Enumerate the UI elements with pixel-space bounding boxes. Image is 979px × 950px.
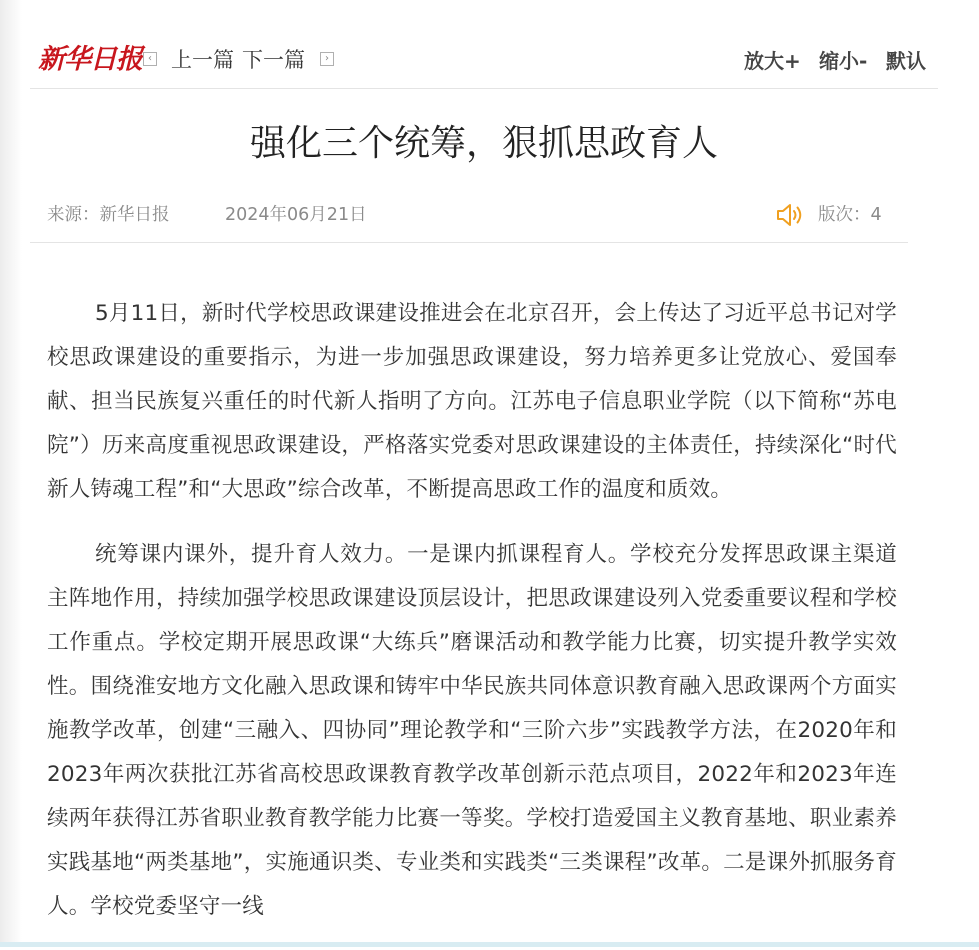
bottom-divider (0, 942, 979, 947)
article-title: 强化三个统筹，狠抓思政育人 (249, 123, 718, 164)
next-article-link[interactable]: 下一篇 (242, 48, 305, 72)
zoom-in-button[interactable]: 放大+ (744, 49, 801, 73)
speaker-icon[interactable] (775, 201, 805, 229)
prev-article-link[interactable]: 上一篇 (171, 48, 234, 72)
zoom-reset-button[interactable]: 默认 (886, 49, 926, 73)
chevron-left-icon[interactable]: ‹ (143, 52, 157, 66)
newspaper-logo: 新华日报 (38, 44, 142, 75)
article-page (30, 0, 940, 947)
article-date: 2024年06月21日 (225, 205, 367, 225)
article-paragraph-1: 5月11日，新时代学校思政课建设推进会在北京召开，会上传达了习近平总书记对学校思政课建设的重要指示，为进一步加强思政课建设，努力培养更多让党放心、爱国奉献、担当民族复兴重任的时代新人指明了方向。江苏电子信息职业学院（以下简称“苏电院”）历来高度重视思政课建设，严格落实党委对思政课建设的主体责任，持续深化“时代新人铸魂工程”和“大思政”综合改革，不断提高思政工作的温度和质效。 (47, 301, 897, 502)
article-edition: 版次：4 (818, 205, 882, 225)
chevron-right-icon[interactable]: › (320, 52, 334, 66)
zoom-out-button[interactable]: 缩小- (819, 49, 868, 73)
article-body (47, 292, 897, 950)
page-shadow (0, 0, 22, 947)
article-source: 来源：新华日报 (47, 205, 170, 225)
article-meta (30, 196, 908, 243)
article-paragraph-2: 统筹课内课外，提升育人效力。一是课内抓课程育人。学校充分发挥思政课主渠道主阵地作用，持续加强学校思政课建设顶层设计，把思政课建设列入党委重要议程和学校工作重点。学校定期开展思政课“大练兵”磨课活动和教学能力比赛，切实提升教学实效性。围绕淮安地方文化融入思政课和铸牢中华民族共同体意识教育融入思政课两个方面实施教学改革，创建“三融入、四协同”理论教学和“三阶六步”实践教学方法，在2020年和2023年两次获批江苏省高校思政课教育教学改革创新示范点项目，2022年和2023年连续两年获得江苏省职业教育教学能力比赛一等奖。学校打造爱国主义教育基地、职业素养实践基地“两类基地”，实施通识类、专业类和实践类“三类课程”改革。二是课外抓服务育人。学校党委坚守一线 (47, 542, 897, 919)
top-toolbar (30, 38, 938, 89)
